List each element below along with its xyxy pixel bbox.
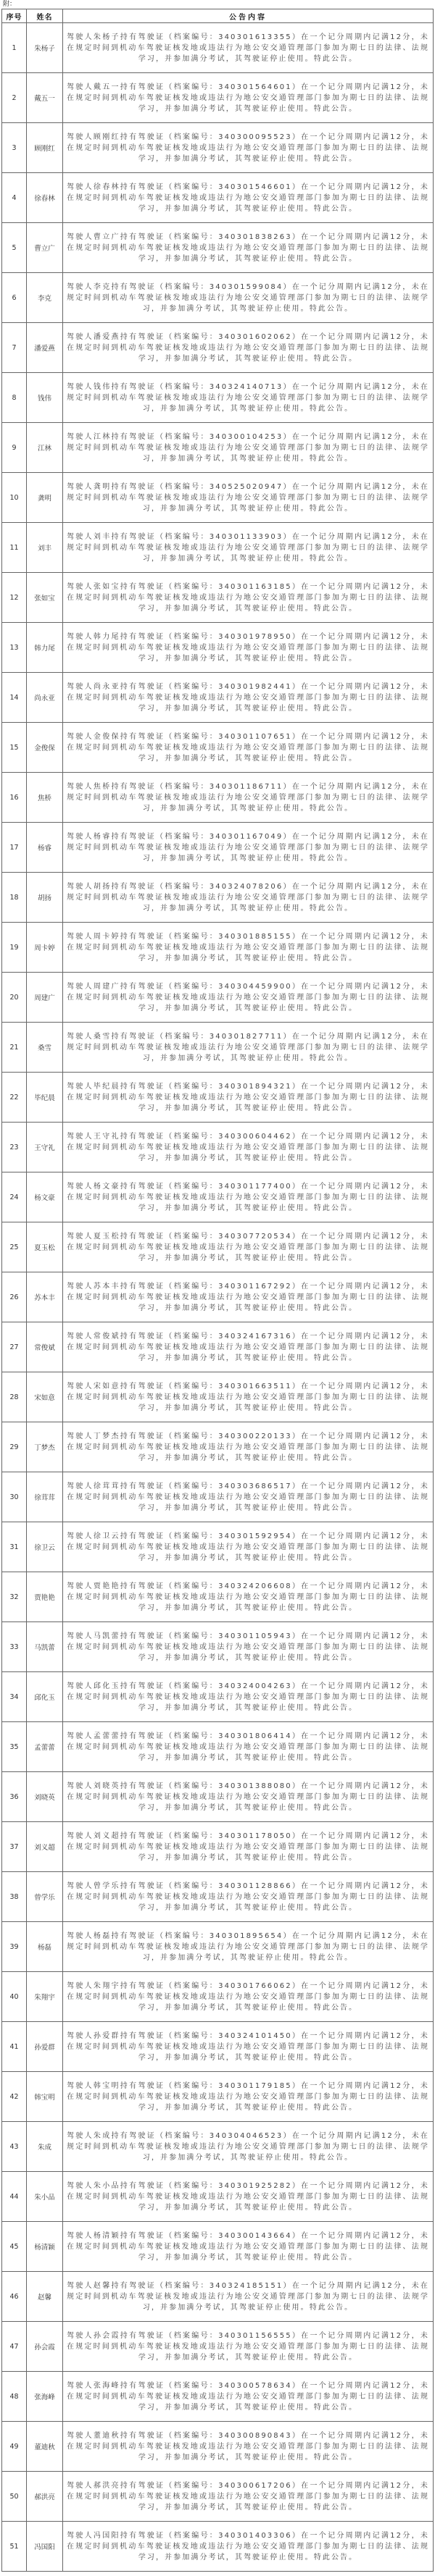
- row-index: 17: [2, 823, 27, 872]
- table-row: [2, 2322, 434, 2372]
- row-index: 7: [2, 323, 27, 372]
- row-content: 驾驶人郝洪亮持有驾驶证（档案编号：340300617206）在一个记分周期内记满12分，未在规定时间到机动车驾驶证核发地或违法行为地公安交通管理部门参加为期七日的法律、法规学习，并参加满分考试，其驾驶证停止使用。特此公告。: [63, 2472, 434, 2521]
- table-row: [2, 773, 434, 823]
- table-row: [2, 1522, 434, 1572]
- table-row: [2, 1073, 434, 1123]
- row-index: 48: [2, 2372, 27, 2421]
- row-name: 刘晓英: [27, 1772, 63, 1821]
- row-name: 夏玉松: [27, 1222, 63, 1272]
- row-name: 顾刚红: [27, 123, 63, 172]
- row-content: 驾驶人李克持有驾驶证（档案编号：340301599084）在一个记分周期内记满12分，未在规定时间到机动车驾驶证核发地或违法行为地公安交通管理部门参加为期七日的法律、法规学习，并参加满分考试，其驾驶证停止使用。特此公告。: [63, 273, 434, 322]
- table-row: [2, 373, 434, 423]
- row-name: 徐卫云: [27, 1522, 63, 1572]
- row-name: 马凯蕾: [27, 1622, 63, 1671]
- row-content: 驾驶人杨睿持有驾驶证（档案编号：340301167049）在一个记分周期内记满12分，未在规定时间到机动车驾驶证核发地或违法行为地公安交通管理部门参加为期七日的法律、法规学习，并参加满分考试，其驾驶证停止使用。特此公告。: [63, 823, 434, 872]
- row-name: 焦桥: [27, 773, 63, 822]
- row-name: 毕纪晨: [27, 1073, 63, 1122]
- row-name: 杨睿: [27, 823, 63, 872]
- row-index: 40: [2, 1972, 27, 2021]
- row-index: 49: [2, 2422, 27, 2471]
- table-row: [2, 323, 434, 373]
- table-row: [2, 2472, 434, 2522]
- row-index: 30: [2, 1472, 27, 1522]
- row-content: 驾驶人曾学乐持有驾驶证（档案编号：340301128866）在一个记分周期内记满12分，未在规定时间到机动车驾驶证核发地或违法行为地公安交通管理部门参加为期七日的法律、法规学习，并参加满分考试，其驾驶证停止使用。特此公告。: [63, 1872, 434, 1921]
- row-content: 驾驶人王守礼持有驾驶证（档案编号：340300604462）在一个记分周期内记满12分，未在规定时间到机动车驾驶证核发地或违法行为地公安交通管理部门参加为期七日的法律、法规学习，并参加满分考试，其驾驶证停止使用。特此公告。: [63, 1123, 434, 1172]
- attachment-label: 附：: [3, 1, 17, 8]
- row-index: 45: [2, 2222, 27, 2271]
- row-name: 韩宝明: [27, 2072, 63, 2121]
- row-index: 11: [2, 523, 27, 572]
- row-content: 驾驶人刘义超持有驾驶证（档案编号：340301178050）在一个记分周期内记满12分，未在规定时间到机动车驾驶证核发地或违法行为地公安交通管理部门参加为期七日的法律、法规学习，并参加满分考试，其驾驶证停止使用。特此公告。: [63, 1822, 434, 1871]
- row-content: 驾驶人钱伟持有驾驶证（档案编号：340324140713）在一个记分周期内记满12分，未在规定时间到机动车驾驶证核发地或违法行为地公安交通管理部门参加为期七日的法律、法规学习，并参加满分考试，其驾驶证停止使用。特此公告。: [63, 373, 434, 422]
- row-index: 44: [2, 2172, 27, 2221]
- row-name: 苏本丰: [27, 1272, 63, 1322]
- row-content: 驾驶人江林持有驾驶证（档案编号：340300104253）在一个记分周期内记满12分，未在规定时间到机动车驾驶证核发地或违法行为地公安交通管理部门参加为期七日的法律、法规学习，并参加满分考试，其驾驶证停止使用。特此公告。: [63, 423, 434, 472]
- table-row: [2, 823, 434, 873]
- row-name: 邱化玉: [27, 1672, 63, 1721]
- row-name: 董迪秋: [27, 2422, 63, 2471]
- row-content: 驾驶人潘爱燕持有驾驶证（档案编号：340301602062）在一个记分周期内记满12分，未在规定时间到机动车驾驶证核发地或违法行为地公安交通管理部门参加为期七日的法律、法规学习，并参加满分考试，其驾驶证停止使用。特此公告。: [63, 323, 434, 372]
- row-index: 2: [2, 73, 27, 122]
- row-index: 8: [2, 373, 27, 422]
- row-name: 张海峰: [27, 2372, 63, 2421]
- row-index: 16: [2, 773, 27, 822]
- row-name: 朱翔宇: [27, 1972, 63, 2021]
- row-index: 10: [2, 473, 27, 522]
- row-content: 驾驶人刘丰持有驾驶证（档案编号：340301133903）在一个记分周期内记满12分，未在规定时间到机动车驾驶证核发地或违法行为地公安交通管理部门参加为期七日的法律、法规学习，并参加满分考试，其驾驶证停止使用。特此公告。: [63, 523, 434, 572]
- row-content: 驾驶人桑雪持有驾驶证（档案编号：340301827711）在一个记分周期内记满12分，未在规定时间到机动车驾驶证核发地或违法行为地公安交通管理部门参加为期七日的法律、法规学习，并参加满分考试，其驾驶证停止使用。特此公告。: [63, 1023, 434, 1072]
- table-row: [2, 1672, 434, 1722]
- row-index: 5: [2, 223, 27, 272]
- row-index: 32: [2, 1572, 27, 1621]
- row-name: 朱成: [27, 2122, 63, 2171]
- row-index: 18: [2, 873, 27, 922]
- row-content: 驾驶人顾刚红持有驾驶证（档案编号：340300095523）在一个记分周期内记满12分，未在规定时间到机动车驾驶证核发地或违法行为地公安交通管理部门参加为期七日的法律、法规学习，并参加满分考试，其驾驶证停止使用。特此公告。: [63, 123, 434, 172]
- row-name: 冯国阳: [27, 2522, 63, 2571]
- table-row: [2, 673, 434, 723]
- row-name: 周卡婷: [27, 923, 63, 972]
- table-row: [2, 1372, 434, 1422]
- header-name: 姓名: [27, 9, 63, 22]
- table-row: [2, 2222, 434, 2272]
- table-row: [2, 1472, 434, 1522]
- table-row: [2, 2372, 434, 2422]
- row-content: 驾驶人董迪秋持有驾驶证（档案编号：340300890843）在一个记分周期内记满12分，未在规定时间到机动车驾驶证核发地或违法行为地公安交通管理部门参加为期七日的法律、法规学习，并参加满分考试，其驾驶证停止使用。特此公告。: [63, 2422, 434, 2471]
- row-name: 曾学乐: [27, 1872, 63, 1921]
- row-content: 驾驶人徐春林持有驾驶证（档案编号：340301546601）在一个记分周期内记满12分，未在规定时间到机动车驾驶证核发地或违法行为地公安交通管理部门参加为期七日的法律、法规学习，并参加满分考试，其驾驶证停止使用。特此公告。: [63, 173, 434, 222]
- row-content: 驾驶人贾艳艳持有驾驶证（档案编号：340324206608）在一个记分周期内记满12分，未在规定时间到机动车驾驶证核发地或违法行为地公安交通管理部门参加为期七日的法律、法规学习，并参加满分考试，其驾驶证停止使用。特此公告。: [63, 1572, 434, 1621]
- row-index: 38: [2, 1872, 27, 1921]
- row-index: 21: [2, 1023, 27, 1072]
- row-content: 驾驶人张海峰持有驾驶证（档案编号：340300578634）在一个记分周期内记满12分，未在规定时间到机动车驾驶证核发地或违法行为地公安交通管理部门参加为期七日的法律、法规学习，并参加满分考试，其驾驶证停止使用。特此公告。: [63, 2372, 434, 2421]
- row-name: 朱杨子: [27, 23, 63, 72]
- row-index: 24: [2, 1172, 27, 1222]
- row-index: 43: [2, 2122, 27, 2171]
- row-index: 4: [2, 173, 27, 222]
- row-content: 驾驶人金俊保持有驾驶证（档案编号：340301107651）在一个记分周期内记满12分，未在规定时间到机动车驾驶证核发地或违法行为地公安交通管理部门参加为期七日的法律、法规学习，并参加满分考试，其驾驶证停止使用。特此公告。: [63, 723, 434, 772]
- row-index: 23: [2, 1123, 27, 1172]
- row-content: 驾驶人赵馨持有驾驶证（档案编号：340324185151）在一个记分周期内记满12分，未在规定时间到机动车驾驶证核发地或违法行为地公安交通管理部门参加为期七日的法律、法规学习，并参加满分考试，其驾驶证停止使用。特此公告。: [63, 2272, 434, 2321]
- row-name: 桑雪: [27, 1023, 63, 1072]
- table-row: [2, 1123, 434, 1172]
- table-row: [2, 73, 434, 123]
- notice-table: [1, 9, 434, 2572]
- table-row: [2, 273, 434, 323]
- row-content: 驾驶人孙会霞持有驾驶证（档案编号：340301156555）在一个记分周期内记满12分，未在规定时间到机动车驾驶证核发地或违法行为地公安交通管理部门参加为期七日的法律、法规学习，并参加满分考试，其驾驶证停止使用。特此公告。: [63, 2322, 434, 2371]
- row-index: 19: [2, 923, 27, 972]
- row-name: 周建广: [27, 973, 63, 1022]
- row-content: 驾驶人韩力尾持有驾驶证（档案编号：340301978950）在一个记分周期内记满12分，未在规定时间到机动车驾驶证核发地或违法行为地公安交通管理部门参加为期七日的法律、法规学习，并参加满分考试，其驾驶证停止使用。特此公告。: [63, 623, 434, 672]
- table-row: [2, 223, 434, 273]
- row-name: 常俊斌: [27, 1322, 63, 1372]
- row-content: 驾驶人夏玉松持有驾驶证（档案编号：340307720534）在一个记分周期内记满12分，未在规定时间到机动车驾驶证核发地或违法行为地公安交通管理部门参加为期七日的法律、法规学习，并参加满分考试，其驾驶证停止使用。特此公告。: [63, 1222, 434, 1272]
- row-content: 驾驶人马凯蕾持有驾驶证（档案编号：340301105943）在一个记分周期内记满12分，未在规定时间到机动车驾驶证核发地或违法行为地公安交通管理部门参加为期七日的法律、法规学习，并参加满分考试，其驾驶证停止使用。特此公告。: [63, 1622, 434, 1671]
- row-index: 42: [2, 2072, 27, 2121]
- table-row: [2, 2122, 434, 2172]
- row-name: 李克: [27, 273, 63, 322]
- row-index: 27: [2, 1322, 27, 1372]
- row-content: 驾驶人宋如意持有驾驶证（档案编号：340301663511）在一个记分周期内记满12分，未在规定时间到机动车驾驶证核发地或违法行为地公安交通管理部门参加为期七日的法律、法规学习，并参加满分考试，其驾驶证停止使用。特此公告。: [63, 1372, 434, 1422]
- table-row: [2, 1822, 434, 1872]
- row-name: 杨清颖: [27, 2222, 63, 2271]
- row-name: 潘爱燕: [27, 323, 63, 372]
- table-row: [2, 423, 434, 473]
- row-name: 金俊保: [27, 723, 63, 772]
- row-content: 驾驶人张如宝持有驾驶证（档案编号：340301163185）在一个记分周期内记满12分，未在规定时间到机动车驾驶证核发地或违法行为地公安交通管理部门参加为期七日的法律、法规学习，并参加满分考试，其驾驶证停止使用。特此公告。: [63, 573, 434, 622]
- row-content: 驾驶人尚永亚持有驾驶证（档案编号：340301982441）在一个记分周期内记满12分，未在规定时间到机动车驾驶证核发地或违法行为地公安交通管理部门参加为期七日的法律、法规学习，并参加满分考试，其驾驶证停止使用。特此公告。: [63, 673, 434, 722]
- table-row: [2, 2072, 434, 2122]
- row-index: 50: [2, 2472, 27, 2521]
- table-row: [2, 2022, 434, 2072]
- row-index: 28: [2, 1372, 27, 1422]
- row-content: 驾驶人邱化玉持有驾驶证（档案编号：340324004263）在一个记分周期内记满12分，未在规定时间到机动车驾驶证核发地或违法行为地公安交通管理部门参加为期七日的法律、法规学习，并参加满分考试，其驾驶证停止使用。特此公告。: [63, 1672, 434, 1721]
- row-content: 驾驶人周建广持有驾驶证（档案编号：340304459900）在一个记分周期内记满12分，未在规定时间到机动车驾驶证核发地或违法行为地公安交通管理部门参加为期七日的法律、法规学习，并参加满分考试，其驾驶证停止使用。特此公告。: [63, 973, 434, 1022]
- row-name: 江林: [27, 423, 63, 472]
- table-row: [2, 2422, 434, 2472]
- row-index: 31: [2, 1522, 27, 1572]
- row-index: 34: [2, 1672, 27, 1721]
- table-row: [2, 1722, 434, 1772]
- row-index: 14: [2, 673, 27, 722]
- row-content: 驾驶人戴五一持有驾驶证（档案编号：340301564601）在一个记分周期内记满12分，未在规定时间到机动车驾驶证核发地或违法行为地公安交通管理部门参加为期七日的法律、法规学习，并参加满分考试，其驾驶证停止使用。特此公告。: [63, 73, 434, 122]
- row-name: 孙爱群: [27, 2022, 63, 2071]
- row-index: 46: [2, 2272, 27, 2321]
- row-name: 戴五一: [27, 73, 63, 122]
- table-row: [2, 523, 434, 573]
- row-name: 丁梦杰: [27, 1422, 63, 1472]
- row-content: 驾驶人焦桥持有驾驶证（档案编号：340301186711）在一个记分周期内记满12分，未在规定时间到机动车驾驶证核发地或违法行为地公安交通管理部门参加为期七日的法律、法规学习，并参加满分考试，其驾驶证停止使用。特此公告。: [63, 773, 434, 822]
- row-content: 驾驶人毕纪晨持有驾驶证（档案编号：340301894321）在一个记分周期内记满12分，未在规定时间到机动车驾驶证核发地或违法行为地公安交通管理部门参加为期七日的法律、法规学习，并参加满分考试，其驾驶证停止使用。特此公告。: [63, 1073, 434, 1122]
- row-name: 杨文豪: [27, 1172, 63, 1222]
- table-row: [2, 1322, 434, 1372]
- table-row: [2, 1872, 434, 1922]
- table-row: [2, 873, 434, 923]
- row-name: 孟蕾蕾: [27, 1722, 63, 1771]
- row-content: 驾驶人徐卫云持有驾驶证（档案编号：340301592954）在一个记分周期内记满12分，未在规定时间到机动车驾驶证核发地或违法行为地公安交通管理部门参加为期七日的法律、法规学习，并参加满分考试，其驾驶证停止使用。特此公告。: [63, 1522, 434, 1572]
- row-name: 龚明: [27, 473, 63, 522]
- table-row: [2, 23, 434, 73]
- row-name: 曹立广: [27, 223, 63, 272]
- row-index: 20: [2, 973, 27, 1022]
- table-row: [2, 1972, 434, 2022]
- table-row: [2, 623, 434, 673]
- row-index: 9: [2, 423, 27, 472]
- row-name: 宋如意: [27, 1372, 63, 1422]
- row-name: 杨磊: [27, 1922, 63, 1971]
- row-index: 39: [2, 1922, 27, 1971]
- table-row: [2, 2272, 434, 2322]
- row-name: 胡扬: [27, 873, 63, 922]
- row-content: 驾驶人龚明持有驾驶证（档案编号：340525020947）在一个记分周期内记满12分，未在规定时间到机动车驾驶证核发地或违法行为地公安交通管理部门参加为期七日的法律、法规学习，并参加满分考试，其驾驶证停止使用。特此公告。: [63, 473, 434, 522]
- table-row: [2, 1772, 434, 1822]
- table-row: [2, 2522, 434, 2572]
- header-content: 公告内容: [63, 9, 434, 22]
- table-row: [2, 573, 434, 623]
- row-content: 驾驶人杨清颖持有驾驶证（档案编号：340300143664）在一个记分周期内记满12分，未在规定时间到机动车驾驶证核发地或违法行为地公安交通管理部门参加为期七日的法律、法规学习，并参加满分考试，其驾驶证停止使用。特此公告。: [63, 2222, 434, 2271]
- row-index: 29: [2, 1422, 27, 1472]
- row-name: 赵馨: [27, 2272, 63, 2321]
- table-row: [2, 173, 434, 223]
- row-content: 驾驶人周卡婷持有驾驶证（档案编号：340301885155）在一个记分周期内记满12分，未在规定时间到机动车驾驶证核发地或违法行为地公安交通管理部门参加为期七日的法律、法规学习，并参加满分考试，其驾驶证停止使用。特此公告。: [63, 923, 434, 972]
- row-index: 33: [2, 1622, 27, 1671]
- table-row: [2, 923, 434, 973]
- table-body: [2, 23, 434, 2572]
- table-row: [2, 123, 434, 173]
- row-content: 驾驶人苏本丰持有驾驶证（档案编号：340301167292）在一个记分周期内记满12分，未在规定时间到机动车驾驶证核发地或违法行为地公安交通管理部门参加为期七日的法律、法规学习，并参加满分考试，其驾驶证停止使用。特此公告。: [63, 1272, 434, 1322]
- row-name: 孙会霞: [27, 2322, 63, 2371]
- row-content: 驾驶人朱成持有驾驶证（档案编号：340304046523）在一个记分周期内记满12分，未在规定时间到机动车驾驶证核发地或违法行为地公安交通管理部门参加为期七日的法律、法规学习，并参加满分考试，其驾驶证停止使用。特此公告。: [63, 2122, 434, 2171]
- table-row: [2, 473, 434, 523]
- row-index: 12: [2, 573, 27, 622]
- row-content: 驾驶人孟蕾蕾持有驾驶证（档案编号：340301806414）在一个记分周期内记满12分，未在规定时间到机动车驾驶证核发地或违法行为地公安交通管理部门参加为期七日的法律、法规学习，并参加满分考试，其驾驶证停止使用。特此公告。: [63, 1722, 434, 1771]
- table-row: [2, 1572, 434, 1622]
- row-content: 驾驶人朱翔宇持有驾驶证（档案编号：340301766062）在一个记分周期内记满12分，未在规定时间到机动车驾驶证核发地或违法行为地公安交通管理部门参加为期七日的法律、法规学习，并参加满分考试，其驾驶证停止使用。特此公告。: [63, 1972, 434, 2021]
- table-row: [2, 1272, 434, 1322]
- row-content: 驾驶人常俊斌持有驾驶证（档案编号：340324167316）在一个记分周期内记满12分，未在规定时间到机动车驾驶证核发地或违法行为地公安交通管理部门参加为期七日的法律、法规学习，并参加满分考试，其驾驶证停止使用。特此公告。: [63, 1322, 434, 1372]
- table-row: [2, 1222, 434, 1272]
- row-content: 驾驶人胡扬持有驾驶证（档案编号：340324078206）在一个记分周期内记满12分，未在规定时间到机动车驾驶证核发地或违法行为地公安交通管理部门参加为期七日的法律、法规学习，并参加满分考试，其驾驶证停止使用。特此公告。: [63, 873, 434, 922]
- row-index: 51: [2, 2522, 27, 2571]
- row-content: 驾驶人杨磊持有驾驶证（档案编号：340301895654）在一个记分周期内记满12分，未在规定时间到机动车驾驶证核发地或违法行为地公安交通管理部门参加为期七日的法律、法规学习，并参加满分考试，其驾驶证停止使用。特此公告。: [63, 1922, 434, 1971]
- row-index: 35: [2, 1722, 27, 1771]
- row-content: 驾驶人韩宝明持有驾驶证（档案编号：340301179185）在一个记分周期内记满12分，未在规定时间到机动车驾驶证核发地或违法行为地公安交通管理部门参加为期七日的法律、法规学习，并参加满分考试，其驾驶证停止使用。特此公告。: [63, 2072, 434, 2121]
- row-index: 1: [2, 23, 27, 72]
- table-row: [2, 2172, 434, 2222]
- table-row: [2, 973, 434, 1023]
- row-content: 驾驶人杨文豪持有驾驶证（档案编号：340301177400）在一个记分周期内记满12分，未在规定时间到机动车驾驶证核发地或违法行为地公安交通管理部门参加为期七日的法律、法规学习，并参加满分考试，其驾驶证停止使用。特此公告。: [63, 1172, 434, 1222]
- row-index: 36: [2, 1772, 27, 1821]
- row-index: 6: [2, 273, 27, 322]
- row-index: 37: [2, 1822, 27, 1871]
- row-name: 王守礼: [27, 1123, 63, 1172]
- row-name: 张如宝: [27, 573, 63, 622]
- row-name: 朱小品: [27, 2172, 63, 2221]
- row-name: 徐茸茸: [27, 1472, 63, 1522]
- table-row: [2, 1622, 434, 1672]
- row-index: 3: [2, 123, 27, 172]
- row-content: 驾驶人曹立广持有驾驶证（档案编号：340301838263）在一个记分周期内记满12分，未在规定时间到机动车驾驶证核发地或违法行为地公安交通管理部门参加为期七日的法律、法规学习，并参加满分考试，其驾驶证停止使用。特此公告。: [63, 223, 434, 272]
- table-row: [2, 1172, 434, 1222]
- table-row: [2, 1422, 434, 1472]
- row-name: 贾艳艳: [27, 1572, 63, 1621]
- row-name: 徐春林: [27, 173, 63, 222]
- row-content: 驾驶人冯国阳持有驾驶证（档案编号：340301403306）在一个记分周期内记满12分，未在规定时间到机动车驾驶证核发地或违法行为地公安交通管理部门参加为期七日的法律、法规学习，并参加满分考试，其驾驶证停止使用。特此公告。: [63, 2522, 434, 2571]
- row-index: 25: [2, 1222, 27, 1272]
- row-content: 驾驶人丁梦杰持有驾驶证（档案编号：340300220133）在一个记分周期内记满12分，未在规定时间到机动车驾驶证核发地或违法行为地公安交通管理部门参加为期七日的法律、法规学习，并参加满分考试，其驾驶证停止使用。特此公告。: [63, 1422, 434, 1472]
- row-index: 13: [2, 623, 27, 672]
- row-content: 驾驶人孙爱群持有驾驶证（档案编号：340324101450）在一个记分周期内记满12分，未在规定时间到机动车驾驶证核发地或违法行为地公安交通管理部门参加为期七日的法律、法规学习，并参加满分考试，其驾驶证停止使用。特此公告。: [63, 2022, 434, 2071]
- row-name: 韩力尾: [27, 623, 63, 672]
- table-row: [2, 723, 434, 773]
- row-name: 郝洪亮: [27, 2472, 63, 2521]
- row-name: 钱伟: [27, 373, 63, 422]
- row-index: 41: [2, 2022, 27, 2071]
- row-content: 驾驶人朱小品持有驾驶证（档案编号：340301925282）在一个记分周期内记满12分，未在规定时间到机动车驾驶证核发地或违法行为地公安交通管理部门参加为期七日的法律、法规学习，并参加满分考试，其驾驶证停止使用。特此公告。: [63, 2172, 434, 2221]
- header-index: 序号: [2, 9, 27, 22]
- row-name: 刘丰: [27, 523, 63, 572]
- table-row: [2, 1922, 434, 1972]
- row-content: 驾驶人朱杨子持有驾驶证（档案编号：340301613355）在一个记分周期内记满12分，未在规定时间到机动车驾驶证核发地或违法行为地公安交通管理部门参加为期七日的法律、法规学习，并参加满分考试，其驾驶证停止使用。特此公告。: [63, 23, 434, 72]
- row-content: 驾驶人徐茸茸持有驾驶证（档案编号：340303686517）在一个记分周期内记满12分，未在规定时间到机动车驾驶证核发地或违法行为地公安交通管理部门参加为期七日的法律、法规学习，并参加满分考试，其驾驶证停止使用。特此公告。: [63, 1472, 434, 1522]
- row-index: 47: [2, 2322, 27, 2371]
- row-content: 驾驶人刘晓英持有驾驶证（档案编号：340301388080）在一个记分周期内记满12分，未在规定时间到机动车驾驶证核发地或违法行为地公安交通管理部门参加为期七日的法律、法规学习，并参加满分考试，其驾驶证停止使用。特此公告。: [63, 1772, 434, 1821]
- row-index: 15: [2, 723, 27, 772]
- row-name: 刘义超: [27, 1822, 63, 1871]
- row-name: 尚永亚: [27, 673, 63, 722]
- row-index: 22: [2, 1073, 27, 1122]
- table-row: [2, 1023, 434, 1073]
- row-index: 26: [2, 1272, 27, 1322]
- table-header-row: [2, 9, 434, 23]
